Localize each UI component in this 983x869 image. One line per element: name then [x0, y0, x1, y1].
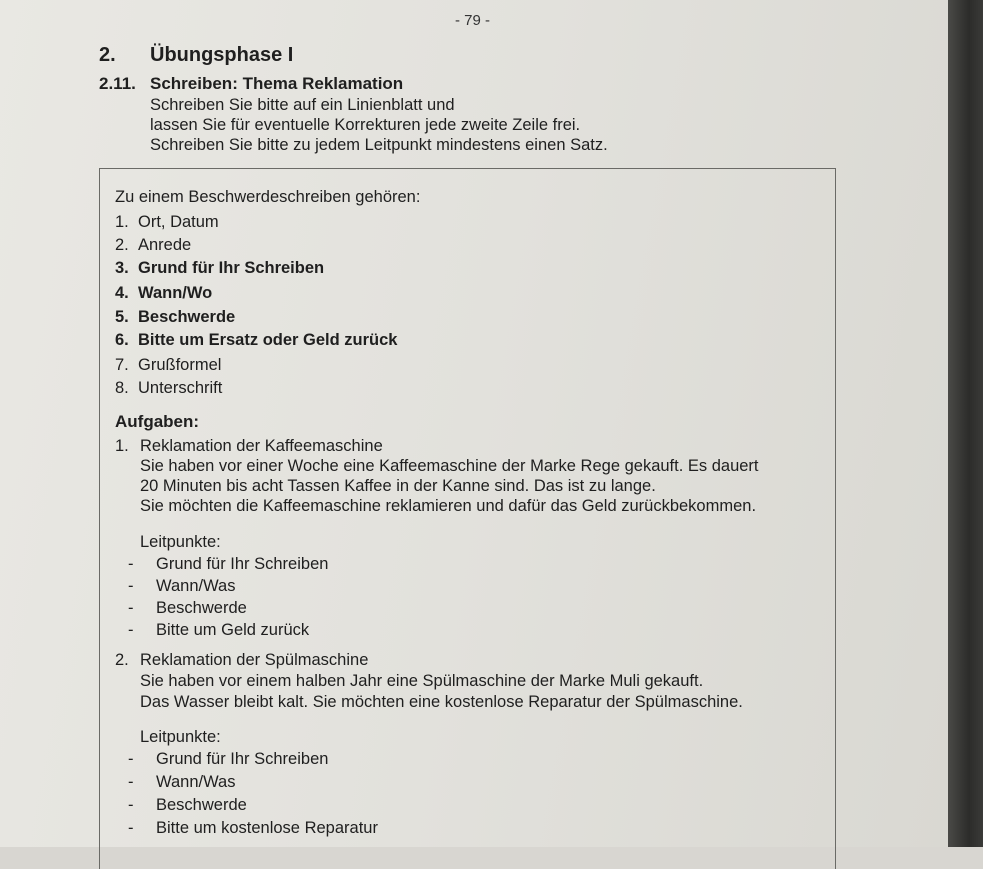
list-item: Bitte um Ersatz oder Geld zurück — [138, 331, 398, 349]
section-number: 2. — [99, 44, 116, 66]
list-item-number: 6. — [115, 331, 129, 349]
list-item-number: 3. — [115, 259, 129, 277]
bullet-dash: - — [128, 599, 134, 617]
list-item-number: 7. — [115, 356, 129, 374]
point-item: Beschwerde — [156, 796, 247, 814]
subsection-title: Schreiben: Thema Reklamation — [150, 74, 404, 93]
points-label: Leitpunkte: — [140, 533, 221, 551]
bullet-dash: - — [128, 577, 134, 595]
task-title: Reklamation der Spülmaschine — [140, 651, 369, 669]
point-item: Wann/Was — [156, 577, 236, 595]
point-item: Grund für Ihr Schreiben — [156, 750, 329, 768]
point-item: Bitte um Geld zurück — [156, 621, 310, 639]
subsection-number: 2.11. — [99, 74, 136, 93]
point-item: Wann/Was — [156, 773, 236, 791]
tasks-heading: Aufgaben: — [115, 412, 200, 431]
task-number: 2. — [115, 651, 129, 669]
task-text-line: Sie haben vor einem halben Jahr eine Spülmaschine der Marke Muli gekauft. — [140, 672, 704, 690]
task-text-line: Das Wasser bleibt kalt. Sie möchten eine kostenlose Reparatur der Spülmaschine. — [140, 693, 743, 711]
bullet-dash: - — [128, 796, 134, 814]
intro-line: lassen Sie für eventuelle Korrekturen jede zweite Zeile frei. — [150, 116, 581, 134]
task-title: Reklamation der Kaffeemaschine — [140, 437, 383, 455]
task-number: 1. — [115, 437, 129, 455]
list-item-number: 4. — [115, 284, 129, 302]
list-item-number: 2. — [115, 236, 129, 254]
task-text-line: Sie haben vor einer Woche eine Kaffeemaschine der Marke Rege gekauft. Es dauert — [140, 457, 759, 475]
list-item: Grund für Ihr Schreiben — [138, 259, 325, 277]
list-item: Wann/Wo — [138, 284, 213, 302]
section-title: Übungsphase I — [150, 44, 294, 66]
points-label: Leitpunkte: — [140, 728, 221, 746]
page-edge-shadow — [948, 0, 983, 847]
point-item: Grund für Ihr Schreiben — [156, 555, 329, 573]
page-number: - 79 - — [455, 12, 491, 29]
list-item-number: 8. — [115, 379, 129, 397]
intro-line: Schreiben Sie bitte auf ein Linienblatt und — [150, 96, 455, 114]
bullet-dash: - — [128, 773, 134, 791]
bullet-dash: - — [128, 621, 134, 639]
task-text-line: Sie möchten die Kaffeemaschine reklamieren und dafür das Geld zurückbekommen. — [140, 497, 757, 515]
bullet-dash: - — [128, 750, 134, 768]
list-item: Anrede — [138, 236, 192, 254]
bullet-dash: - — [128, 819, 134, 837]
list-item: Unterschrift — [138, 379, 223, 397]
list-item: Grußformel — [138, 356, 222, 374]
bullet-dash: - — [128, 555, 134, 573]
list-item: Beschwerde — [138, 308, 236, 326]
task-text-line: 20 Minuten bis acht Tassen Kaffee in der Kanne sind. Das ist zu lange. — [140, 477, 656, 495]
list-item-number: 5. — [115, 308, 129, 326]
point-item: Bitte um kostenlose Reparatur — [156, 819, 378, 837]
box-heading: Zu einem Beschwerdeschreiben gehören: — [115, 188, 421, 206]
intro-line: Schreiben Sie bitte zu jedem Leitpunkt mindestens einen Satz. — [150, 136, 608, 154]
list-item-number: 1. — [115, 213, 129, 231]
point-item: Beschwerde — [156, 599, 247, 617]
list-item: Ort, Datum — [138, 213, 219, 231]
